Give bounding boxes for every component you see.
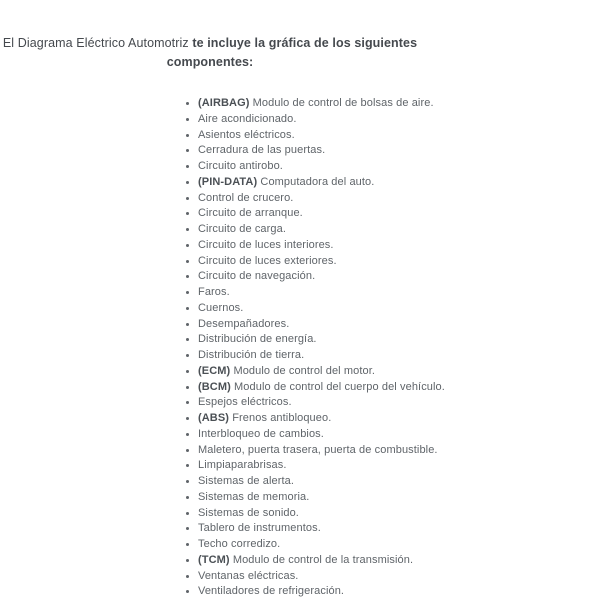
item-text: Interbloqueo de cambios. (198, 427, 324, 440)
item-text: Circuito de carga. (198, 223, 287, 235)
item-text: Circuito de navegación. (198, 270, 316, 283)
list-item (186, 569, 600, 585)
list-item-content (198, 380, 445, 396)
bullet-icon (186, 590, 189, 593)
item-text: Circuito de arranque. (198, 207, 303, 220)
list-item (186, 222, 600, 238)
bullet-icon (186, 118, 189, 121)
item-text: Ventanas eléctricas. (198, 569, 299, 582)
list-item-content (198, 206, 303, 222)
list-item (186, 474, 600, 490)
bullet-icon (186, 338, 189, 341)
item-text: Distribución de tierra. (198, 349, 305, 361)
item-code-label: (ECM) (198, 364, 231, 377)
bullet-icon (186, 323, 189, 326)
list-item (186, 348, 600, 364)
list-item (186, 285, 600, 301)
bullet-icon (186, 512, 189, 515)
list-item (186, 317, 600, 333)
list-item-content (198, 458, 287, 474)
item-text: Sistemas de sonido. (198, 506, 299, 519)
list-item (186, 238, 600, 254)
item-code-label: (TCM) (198, 553, 230, 566)
item-code-label: (BCM) (198, 380, 231, 393)
page-title-regular: El Diagrama Eléctrico Automotriz (2, 36, 193, 50)
item-text: Frenos antibloqueo. (232, 412, 332, 424)
item-code-label: (PIN-DATA) (198, 175, 258, 188)
list-item (186, 254, 600, 270)
item-text: Tablero de instrumentos. (198, 522, 321, 535)
list-item (186, 490, 600, 506)
bullet-icon (186, 197, 189, 200)
list-item-content (198, 332, 317, 348)
bullet-icon (186, 496, 189, 499)
list-item-content (198, 143, 325, 159)
item-code-label: (AIRBAG) (198, 97, 250, 109)
bullet-icon (186, 401, 189, 404)
component-list (0, 96, 600, 600)
list-item-content (198, 269, 315, 285)
bullet-icon (186, 291, 189, 294)
bullet-icon (186, 102, 189, 105)
bullet-icon (186, 244, 189, 247)
item-text: Faros. (198, 286, 230, 298)
list-item (186, 96, 600, 112)
bullet-icon (186, 181, 189, 184)
bullet-icon (186, 275, 189, 278)
item-text: Desempañadores. (198, 317, 290, 330)
bullet-icon (186, 212, 189, 215)
item-text: Circuito antirobo. (198, 160, 283, 172)
list-item-content (198, 128, 295, 144)
list-item (186, 584, 600, 600)
bullet-icon (186, 260, 189, 263)
bullet-icon (186, 386, 189, 389)
list-item-content (198, 112, 297, 128)
item-text: Asientos eléctricos. (198, 128, 295, 141)
item-text: Cuernos. (198, 301, 244, 314)
list-item-content (198, 317, 289, 333)
list-item (186, 364, 600, 380)
item-text: Limpiaparabrisas. (198, 459, 287, 472)
bullet-icon (186, 165, 189, 168)
page-title-bold: te incluye la gráfica de los siguientes componentes: (166, 36, 418, 69)
list-item-content (198, 537, 280, 553)
item-text: Ventiladores de refrigeración. (198, 585, 345, 598)
list-item-content (198, 569, 298, 585)
list-item-content (198, 159, 283, 175)
item-text: Modulo de control del cuerpo del vehículo. (234, 380, 445, 393)
list-item-content (198, 191, 293, 207)
item-text: Techo corredizo. (198, 538, 281, 550)
list-item-content (198, 411, 331, 427)
bullet-icon (186, 527, 189, 530)
bullet-icon (186, 480, 189, 483)
list-item-content (198, 553, 413, 569)
list-item-content (198, 348, 304, 364)
item-text: Modulo de control de la transmisión. (232, 553, 414, 566)
item-code-label: (ABS) (198, 412, 230, 424)
item-text: Control de crucero. (198, 191, 294, 204)
item-text: Sistemas de memoria. (198, 490, 310, 503)
list-item (186, 395, 600, 411)
item-text: Maletero, puerta trasera, puerta de combustible. (198, 443, 438, 456)
list-item (186, 443, 600, 459)
bullet-icon (186, 417, 189, 420)
list-item (186, 427, 600, 443)
list-item-content (198, 222, 286, 238)
list-item (186, 191, 600, 207)
item-text: Circuito de luces interiores. (198, 238, 334, 251)
list-item-content (198, 521, 321, 537)
bullet-icon (186, 228, 189, 231)
list-item (186, 537, 600, 553)
bullet-icon (186, 575, 189, 578)
list-item-content (198, 254, 337, 270)
item-text: Computadora del auto. (260, 175, 375, 188)
list-item (186, 269, 600, 285)
list-item (186, 301, 600, 317)
item-text: Circuito de luces exteriores. (198, 254, 337, 267)
item-text: Modulo de control de bolsas de aire. (252, 97, 434, 109)
list-item (186, 175, 600, 191)
list-item-content (198, 238, 334, 254)
list-item-content (198, 175, 374, 191)
list-item-content (198, 395, 292, 411)
item-text: Espejos eléctricos. (198, 396, 292, 409)
item-text: Sistemas de alerta. (198, 475, 295, 487)
list-item (186, 506, 600, 522)
item-text: Cerradura de las puertas. (198, 144, 326, 157)
bullet-icon (186, 134, 189, 137)
bullet-icon (186, 559, 189, 562)
item-text: Modulo de control del motor. (233, 364, 376, 377)
list-item (186, 553, 600, 569)
list-item (186, 206, 600, 222)
list-item-content (198, 443, 438, 459)
bullet-icon (186, 149, 189, 152)
item-text: Distribución de energía. (198, 333, 317, 346)
list-item-content (198, 474, 294, 490)
list-item (186, 159, 600, 175)
list-item (186, 411, 600, 427)
list-item-content (198, 584, 344, 600)
list-item (186, 112, 600, 128)
list-item (186, 380, 600, 396)
list-item (186, 128, 600, 144)
list-item-content (198, 285, 230, 301)
list-item-content (198, 301, 243, 317)
list-item (186, 458, 600, 474)
item-text: Aire acondicionado. (198, 112, 297, 125)
list-item (186, 521, 600, 537)
list-item-content (198, 96, 434, 112)
bullet-icon (186, 354, 189, 357)
bullet-icon (186, 449, 189, 452)
bullet-icon (186, 464, 189, 467)
list-item (186, 332, 600, 348)
bullet-icon (186, 543, 189, 546)
list-item (186, 143, 600, 159)
page-title (0, 34, 420, 72)
list-item-content (198, 506, 299, 522)
bullet-icon (186, 307, 189, 310)
bullet-icon (186, 433, 189, 436)
list-item-content (198, 490, 309, 506)
list-item-content (198, 364, 375, 380)
bullet-icon (186, 370, 189, 373)
list-item-content (198, 427, 324, 443)
